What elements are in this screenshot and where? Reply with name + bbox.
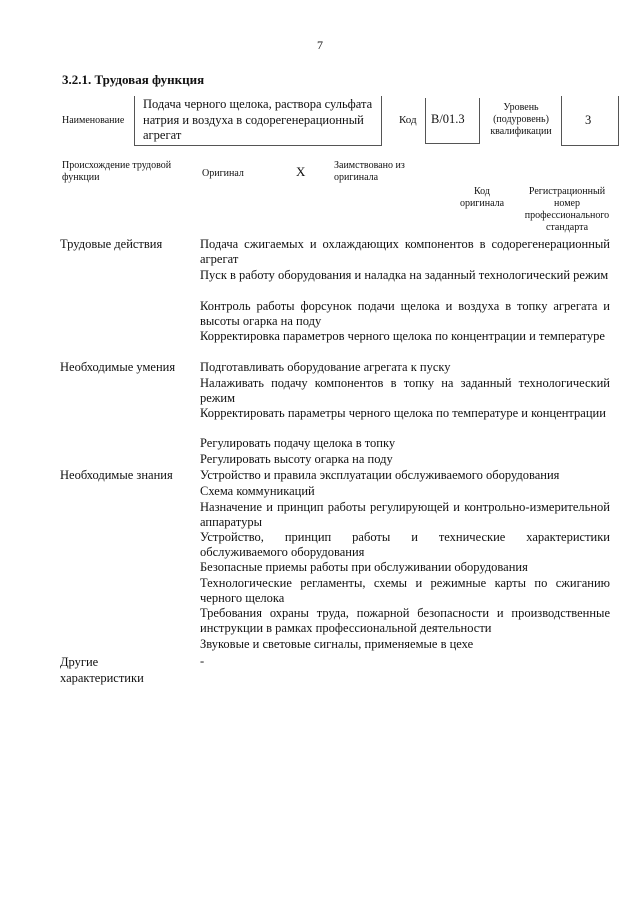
labor-actions-label: Трудовые действия <box>60 237 163 251</box>
labor-action-item: Пуск в работу оборудования и наладка на заданный технологический режим <box>200 268 609 282</box>
knowledge-item: Назначение и принцип работы регулирующей и контрольно-измерительной аппаратуры <box>200 500 610 529</box>
code-original-label: Код оригинала <box>459 186 505 209</box>
skill-item: Корректировать параметры черного щелока по температуре и концентрации <box>200 406 606 420</box>
skill-item: Регулировать подачу щелока в топку <box>200 436 396 450</box>
labor-action-item: Корректировка параметров черного щелока по концентрации и температуре <box>200 329 605 343</box>
code-label: Код <box>399 114 417 126</box>
other-label <box>60 654 144 686</box>
page-number: 7 <box>317 38 323 52</box>
other-label-line-1: Другие <box>60 655 99 669</box>
borrowed-label: Заимствовано из оригинала <box>334 160 405 183</box>
level-value: 3 <box>585 113 592 127</box>
origin-label: Происхождение трудовой функции <box>62 160 172 183</box>
name-label: Наименование <box>62 115 125 126</box>
original-mark: X <box>296 164 306 179</box>
knowledge-item: Звуковые и световые сигналы, применяемые в цехе <box>200 637 474 651</box>
skill-item: Подготавливать оборудование агрегата к пуску <box>200 360 451 374</box>
skill-item: Налаживать подачу компонентов в топку на заданный технологический режим <box>200 376 610 405</box>
function-name: Подача черного щелока, раствора сульфата натрия и воздуха в содорегенерационный агрегат <box>143 97 373 142</box>
knowledge-item: Устройство и правила эксплуатации обслуживаемого оборудования <box>200 468 560 482</box>
knowledge-item: Устройство, принцип работы и технические характеристики обслуживаемого оборудования <box>200 530 610 559</box>
knowledge-item: Требования охраны труда, пожарной безопасности и производственные инструкции в рамках профессиональной деятельности <box>200 606 610 635</box>
labor-action-item: Контроль работы форсунок подачи щелока и воздуха в топку агрегата и высоты огарка на поду <box>200 299 610 328</box>
knowledge-item: Технологические регламенты, схемы и режимные карты по сжиганию черного щелока <box>200 576 610 605</box>
knowledge-item: Схема коммуникаций <box>200 484 315 498</box>
skills-label: Необходимые умения <box>60 360 176 374</box>
other-label-line-2: характеристики <box>60 671 144 685</box>
level-label-line-3: квалификации <box>490 126 552 137</box>
other-value: - <box>200 654 205 668</box>
knowledge-label: Необходимые знания <box>60 468 173 482</box>
code-value: B/01.3 <box>431 112 465 126</box>
reg-number-label: Регистрационный номер профессионального стандарта <box>524 186 610 233</box>
level-label-line-1: Уровень <box>503 102 539 113</box>
skill-item: Регулировать высоту огарка на поду <box>200 452 393 466</box>
level-label-line-2: (подуровень) <box>493 114 549 125</box>
section-title: 3.2.1. Трудовая функция <box>62 72 205 87</box>
knowledge-item: Безопасные приемы работы при обслуживании оборудования <box>200 560 528 574</box>
level-label <box>484 102 558 138</box>
original-label: Оригинал <box>202 168 244 179</box>
labor-action-item: Подача сжигаемых и охлаждающих компонентов в содорегенерационный агрегат <box>200 237 610 266</box>
